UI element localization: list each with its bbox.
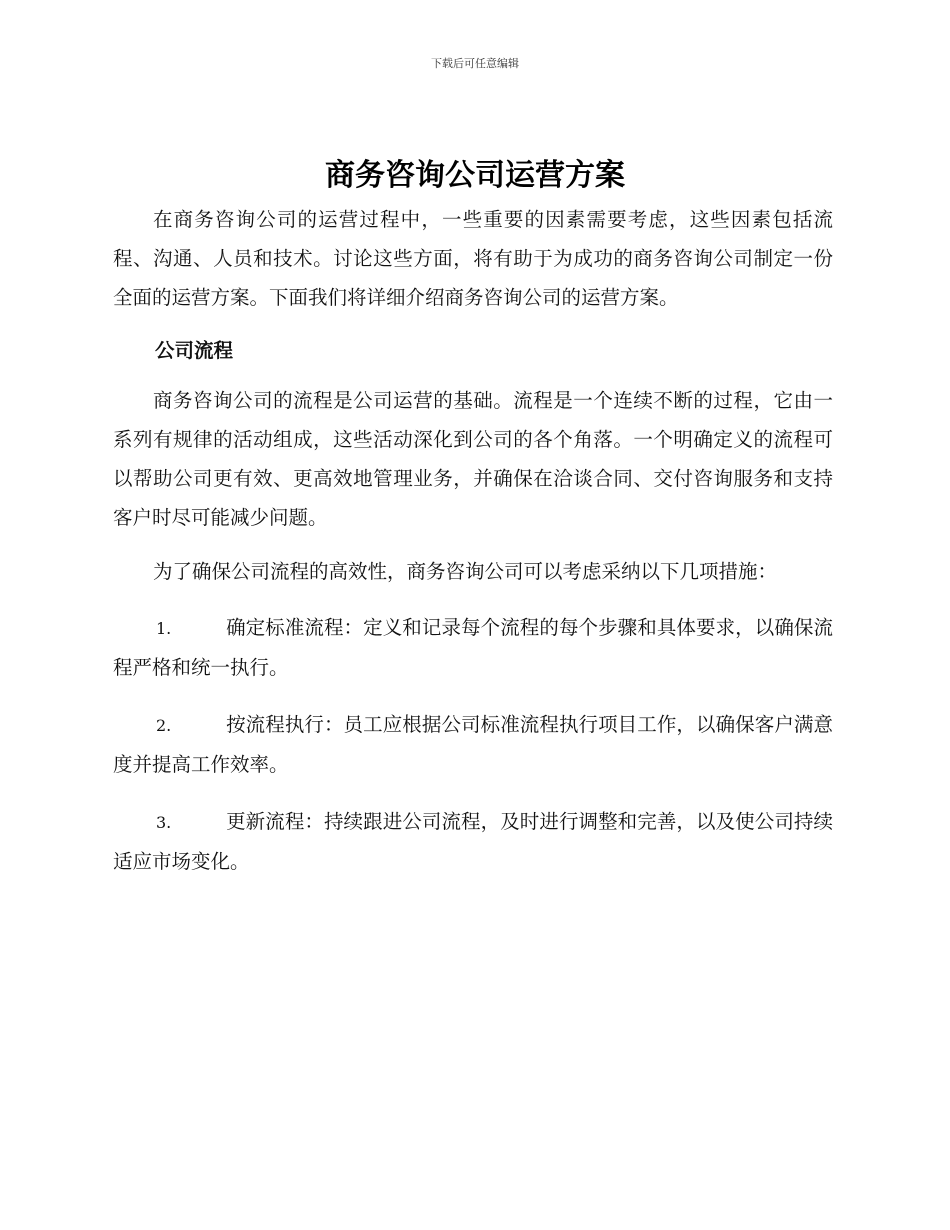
list-text: 按流程执行：员工应根据公司标准流程执行项目工作，以确保客户满意度并提高工作效率。 — [113, 713, 833, 776]
list-item — [113, 705, 833, 784]
section-heading: 公司流程 — [155, 339, 234, 362]
list-text: 更新流程：持续跟进公司流程，及时进行调整和完善，以及使公司持续适应市场变化。 — [113, 810, 833, 873]
list-text: 确定标准流程：定义和记录每个流程的每个步骤和具体要求，以确保流程严格和统一执行。 — [113, 616, 833, 679]
list-number: 1. — [156, 619, 172, 638]
list-number: 2. — [156, 716, 172, 735]
section-paragraph: 商务咨询公司的流程是公司运营的基础。流程是一个连续不断的过程，它由一系列有规律的活动组成，这些活动深化到公司的各个角落。一个明确定义的流程可以帮助公司更有效、更高效地管理业务，并确保在洽谈合同、交付咨询服务和支持客户时尽可能减少问题。 — [113, 389, 833, 529]
header-note: 下载后可任意编辑 — [431, 57, 519, 70]
list-number: 3. — [156, 813, 172, 832]
document-title: 商务咨询公司运营方案 — [325, 158, 625, 193]
section-paragraph: 为了确保公司流程的高效性，商务咨询公司可以考虑采纳以下几项措施： — [153, 560, 778, 583]
document-body — [113, 200, 833, 899]
intro-paragraph: 在商务咨询公司的运营过程中，一些重要的因素需要考虑，这些因素包括流程、沟通、人员和技术。讨论这些方面，将有助于为成功的商务咨询公司制定一份全面的运营方案。下面我们将详细介绍商务咨询公司的运营方案。 — [113, 208, 833, 309]
list-item — [113, 608, 833, 687]
list-item — [113, 802, 833, 881]
